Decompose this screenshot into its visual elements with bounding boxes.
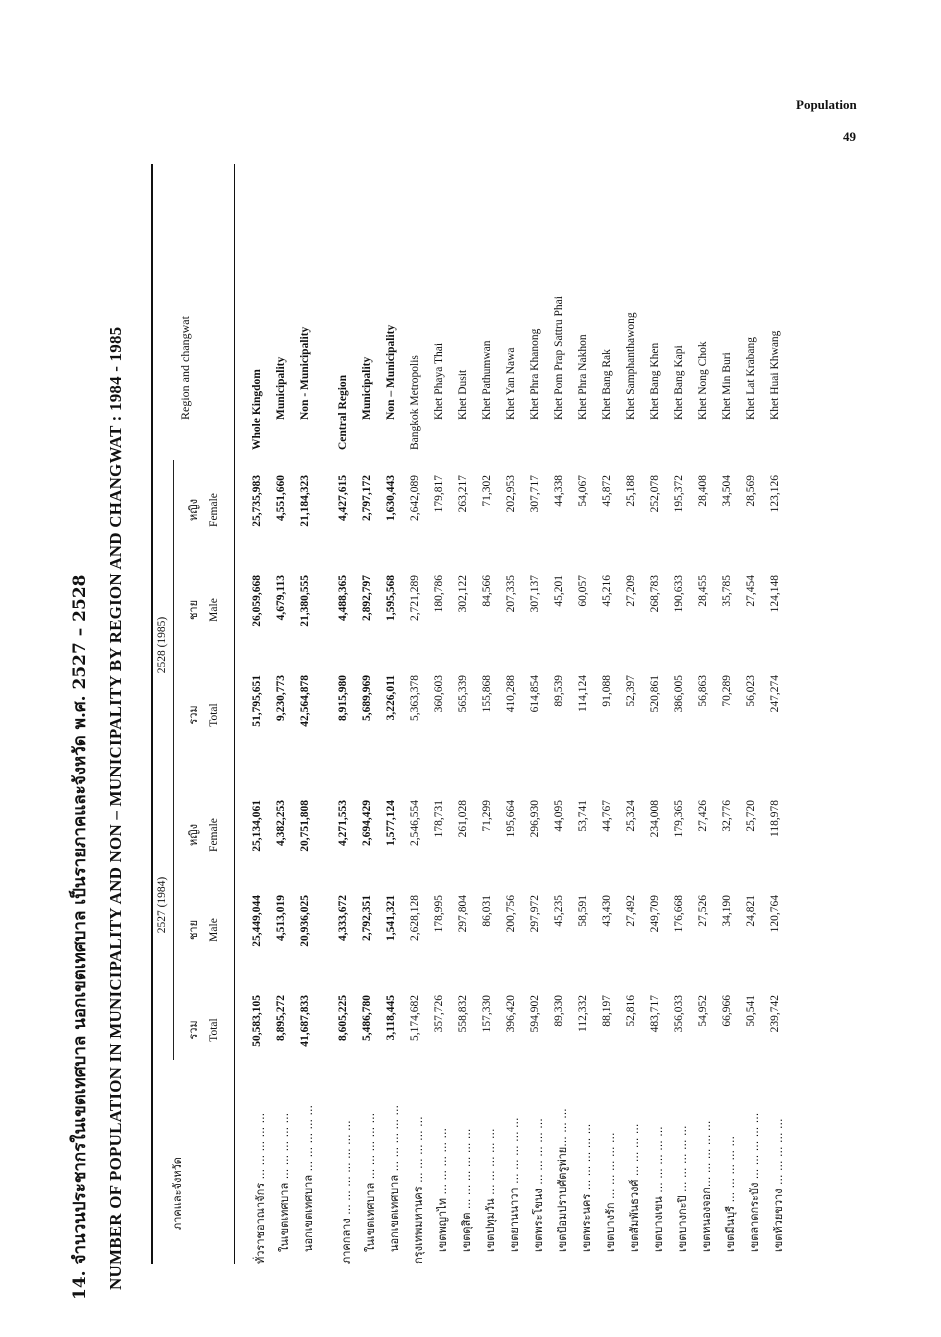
female-1985-cell: 2,642,089 — [409, 475, 421, 521]
female-1985-header-thai: หญิง — [187, 499, 200, 521]
male-1985-cell: 1,595,568 — [385, 575, 397, 621]
total-1985-cell: 56,023 — [745, 675, 757, 707]
male-1985-cell: 124,148 — [769, 575, 781, 613]
region-name-thai: เขตพญาไท ... ... ... ... ... — [436, 1128, 449, 1252]
male-1984-cell: 176,668 — [673, 895, 685, 933]
total-1984-cell: 5,486,780 — [361, 995, 373, 1041]
female-1985-cell: 21,184,323 — [299, 475, 311, 527]
region-name-english: Bangkok Metropolis — [409, 355, 421, 450]
male-1984-cell: 178,995 — [433, 895, 445, 933]
table-row — [625, 150, 649, 1300]
region-name-english: Khet Bang Khen — [649, 342, 661, 420]
region-name-english: Khet Lat Krabang — [745, 336, 757, 420]
female-1984-cell: 2,694,429 — [361, 800, 373, 846]
header-rule — [234, 164, 235, 1264]
table-title-english: NUMBER OF POPULATION IN MUNICIPALITY AND NON – MUNICIPALITY BY REGION AND CHANGWAT : 1984 - 1985 — [106, 326, 125, 1290]
female-1985-cell: 28,408 — [697, 475, 709, 507]
male-1984-cell: 24,821 — [745, 895, 757, 927]
total-1985-cell: 91,088 — [601, 675, 613, 707]
total-1985-cell: 410,288 — [505, 675, 517, 713]
table-row — [385, 150, 409, 1300]
region-name-english: Khet Bang Rak — [601, 349, 613, 420]
region-name-english: Khet Min Buri — [721, 352, 733, 420]
region-name-english: Khet Huai Khwang — [769, 330, 781, 420]
total-1985-cell: 5,689,969 — [361, 675, 373, 721]
male-1984-cell: 297,972 — [529, 895, 541, 933]
total-1985-cell: 155,868 — [481, 675, 493, 713]
region-name-english: Non – Municipality — [385, 324, 397, 420]
table-row — [529, 150, 553, 1300]
table-row — [721, 150, 745, 1300]
male-1985-header: Male — [208, 598, 220, 622]
female-1984-cell: 234,008 — [649, 800, 661, 838]
female-1984-header: Female — [208, 818, 220, 852]
male-1984-cell: 43,430 — [601, 895, 613, 927]
female-1984-cell: 25,720 — [745, 800, 757, 832]
male-1984-header: Male — [208, 918, 220, 942]
region-name-thai: เขตป้อมปราบศัตรูพ่าย... ... ... — [556, 1108, 569, 1252]
rotated-table-page — [66, 150, 866, 1300]
male-1985-cell: 207,335 — [505, 575, 517, 613]
male-1985-cell: 35,785 — [721, 575, 733, 607]
female-1984-cell: 296,930 — [529, 800, 541, 838]
total-1985-cell: 56,863 — [697, 675, 709, 707]
female-1985-cell: 307,717 — [529, 475, 541, 513]
table-row — [481, 150, 505, 1300]
table-row — [433, 150, 457, 1300]
region-name-thai: เขตห้วยขวาง ... ... ... ... ... — [772, 1118, 785, 1252]
total-1985-cell: 42,564,878 — [299, 675, 311, 727]
region-name-english: Khet Dusit — [457, 369, 469, 420]
region-name-thai: เขตบางเขน ... ... ... ... ... — [652, 1126, 665, 1252]
total-1984-cell: 357,726 — [433, 995, 445, 1033]
total-1984-cell: 88,197 — [601, 995, 613, 1027]
male-1984-cell: 200,756 — [505, 895, 517, 933]
female-1984-cell: 44,095 — [553, 800, 565, 832]
table-row — [337, 150, 361, 1300]
total-1985-cell: 70,289 — [721, 675, 733, 707]
male-1985-cell: 190,633 — [673, 575, 685, 613]
total-1985-cell: 386,005 — [673, 675, 685, 713]
region-header-thai: ภาคและจังหวัด — [171, 1157, 184, 1230]
male-1985-cell: 268,783 — [649, 575, 661, 613]
table-row — [697, 150, 721, 1300]
table-row — [299, 150, 323, 1300]
section-label: Population — [796, 97, 857, 112]
total-1985-header: Total — [208, 703, 220, 727]
table-row — [745, 150, 769, 1300]
table-row — [409, 150, 433, 1300]
total-1984-cell: 50,541 — [745, 995, 757, 1027]
region-name-thai: เขตดุสิต ... ... ... ... ... ... — [460, 1128, 473, 1252]
male-1984-cell: 2,792,351 — [361, 895, 373, 941]
region-name-thai: ทั่วราชอาณาจักร ... ... ... ... ... — [254, 1112, 267, 1264]
region-name-thai: นอกเขตเทศบาล ... ... ... ... ... — [388, 1104, 401, 1252]
table-row — [275, 150, 299, 1300]
region-name-english: Khet Samphanthawong — [625, 312, 637, 420]
total-1985-cell: 565,339 — [457, 675, 469, 713]
female-1985-cell: 28,569 — [745, 475, 757, 507]
female-1984-cell: 195,664 — [505, 800, 517, 838]
female-1984-cell: 118,978 — [769, 800, 781, 837]
region-name-english: Municipality — [275, 356, 287, 420]
total-1984-cell: 54,952 — [697, 995, 709, 1027]
female-1984-cell: 20,751,808 — [299, 800, 311, 852]
year-1985-header: 2528 (1985) — [156, 616, 168, 674]
male-1985-cell: 60,057 — [577, 575, 589, 607]
region-name-english: Whole Kingdom — [251, 369, 263, 450]
female-1984-cell: 25,324 — [625, 800, 637, 832]
female-1984-cell: 2,546,554 — [409, 800, 421, 846]
region-header-english: Region and changwat — [178, 316, 192, 420]
male-1985-cell: 26,059,668 — [251, 575, 263, 627]
region-name-english: Central Region — [337, 374, 349, 450]
male-1985-cell: 28,455 — [697, 575, 709, 607]
table-row — [673, 150, 697, 1300]
region-name-english: Khet Yan Nawa — [505, 347, 517, 420]
total-1984-cell: 5,174,682 — [409, 995, 421, 1041]
male-1985-cell: 2,721,289 — [409, 575, 421, 621]
female-1984-header-thai: หญิง — [187, 824, 200, 846]
total-1984-header-thai: รวม — [187, 1020, 200, 1040]
male-1984-cell: 120,764 — [769, 895, 781, 933]
table-title-thai: 14. จำนวนประชากรในเขตเทศบาล นอกเขตเทศบาล เป็นรายภาคและจังหวัด พ.ศ. 2527 – 2528 — [70, 574, 90, 1300]
region-name-thai: เขตมีนบุรี ... ... ... ... ... — [724, 1135, 737, 1252]
table-row — [251, 150, 275, 1300]
region-name-english: Non - Municipality — [299, 326, 311, 420]
male-1985-cell: 45,201 — [553, 575, 565, 607]
page-number: 49 — [843, 129, 856, 144]
total-1985-cell: 51,795,651 — [251, 675, 263, 727]
total-1984-cell: 396,420 — [505, 995, 517, 1033]
male-1984-header-thai: ชาย — [187, 919, 200, 941]
female-1985-cell: 4,551,660 — [275, 475, 287, 521]
male-1985-cell: 302,122 — [457, 575, 469, 613]
region-name-english: Municipality — [361, 356, 373, 420]
female-1985-cell: 25,735,983 — [251, 475, 263, 527]
male-1984-cell: 27,526 — [697, 895, 709, 927]
male-1984-cell: 297,804 — [457, 895, 469, 933]
total-1985-cell: 614,854 — [529, 675, 541, 713]
year-1984-header: 2527 (1984) — [156, 876, 168, 934]
female-1984-cell: 261,028 — [457, 800, 469, 838]
region-name-thai: เขตพระนคร ... ... ... ... ... — [580, 1123, 593, 1252]
total-1984-cell: 41,687,833 — [299, 995, 311, 1047]
region-name-thai: เขตบางรัก ... ... ... ... ... — [604, 1132, 617, 1252]
region-name-english: Khet Phaya Thai — [433, 342, 445, 420]
female-1984-cell: 32,776 — [721, 800, 733, 832]
region-name-thai: กรุงเทพมหานคร ... ... ... ... ... — [412, 1116, 425, 1264]
total-1985-cell: 3,226,011 — [385, 675, 397, 721]
total-1985-cell: 9,230,773 — [275, 675, 287, 721]
total-1984-cell: 3,118,445 — [385, 995, 397, 1041]
male-1985-cell: 84,566 — [481, 575, 493, 607]
table-row — [601, 150, 625, 1300]
female-1985-cell: 71,302 — [481, 475, 493, 507]
male-1984-cell: 34,190 — [721, 895, 733, 927]
female-1985-cell: 202,953 — [505, 475, 517, 513]
female-1985-cell: 195,372 — [673, 475, 685, 513]
male-1985-header-thai: ชาย — [187, 599, 200, 621]
region-name-thai: เขตลาดกระบัง ... ... ... ... ... — [748, 1112, 761, 1252]
female-1985-cell: 1,630,443 — [385, 475, 397, 521]
total-1984-cell: 8,895,272 — [275, 995, 287, 1041]
female-1985-cell: 44,338 — [553, 475, 565, 507]
region-name-thai: เขตพระโขนง ... ... ... ... ... — [532, 1118, 545, 1252]
total-1985-cell: 89,539 — [553, 675, 565, 707]
male-1984-cell: 25,449,044 — [251, 895, 263, 947]
table-row — [457, 150, 481, 1300]
male-1984-cell: 249,709 — [649, 895, 661, 933]
total-1984-header: Total — [208, 1018, 220, 1042]
region-name-english: Khet Bang Kapi — [673, 345, 685, 420]
male-1984-cell: 4,513,019 — [275, 895, 287, 941]
female-1985-cell: 45,872 — [601, 475, 613, 507]
female-1985-cell: 34,504 — [721, 475, 733, 507]
total-1985-cell: 8,915,980 — [337, 675, 349, 721]
female-1984-cell: 53,741 — [577, 800, 589, 832]
female-1984-cell: 4,271,553 — [337, 800, 349, 846]
female-1985-cell: 4,427,615 — [337, 475, 349, 521]
total-1984-cell: 52,816 — [625, 995, 637, 1027]
region-name-thai: ในเขตเทศบาล ... ... ... ... ... — [278, 1112, 291, 1252]
male-1984-cell: 58,591 — [577, 895, 589, 927]
region-name-thai: เขตหนองจอก... ... ... ... ... — [700, 1120, 713, 1252]
total-1984-cell: 239,742 — [769, 995, 781, 1033]
male-1985-cell: 45,216 — [601, 575, 613, 607]
total-1985-cell: 52,397 — [625, 675, 637, 707]
female-1984-cell: 1,577,124 — [385, 800, 397, 846]
total-1984-cell: 89,330 — [553, 995, 565, 1027]
total-1985-cell: 520,861 — [649, 675, 661, 713]
female-1985-cell: 25,188 — [625, 475, 637, 507]
female-1984-cell: 27,426 — [697, 800, 709, 832]
total-1985-cell: 247,274 — [769, 675, 781, 713]
male-1985-cell: 307,137 — [529, 575, 541, 613]
year-1985-underline — [173, 460, 174, 760]
region-name-english: Khet Pathumwan — [481, 340, 493, 420]
region-name-english: Khet Phra Khanong — [529, 328, 541, 420]
table-row — [361, 150, 385, 1300]
table-row — [553, 150, 577, 1300]
region-name-thai: นอกเขตเทศบาล ... ... ... ... ... — [302, 1104, 315, 1252]
total-1984-cell: 594,902 — [529, 995, 541, 1033]
region-name-thai: เขตปทุมวัน ... ... ... ... ... — [484, 1128, 497, 1252]
total-1984-cell: 8,605,225 — [337, 995, 349, 1041]
region-name-english: Khet Pom Prap Sattru Phai — [553, 296, 565, 420]
year-1984-underline — [173, 760, 174, 1060]
female-1985-cell: 263,217 — [457, 475, 469, 513]
female-1984-cell: 71,299 — [481, 800, 493, 832]
region-name-thai: เขตบางกะปิ ... ... ... ... ... — [676, 1125, 689, 1252]
male-1985-cell: 180,786 — [433, 575, 445, 613]
total-1984-cell: 50,583,105 — [251, 995, 263, 1047]
male-1984-cell: 4,333,672 — [337, 895, 349, 941]
male-1985-cell: 4,679,113 — [275, 575, 287, 621]
female-1985-cell: 54,067 — [577, 475, 589, 507]
male-1984-cell: 27,492 — [625, 895, 637, 927]
total-1984-cell: 112,332 — [577, 995, 589, 1032]
region-name-thai: เขตสัมพันธวงศ์ ... ... ... ... — [628, 1123, 641, 1252]
table-row — [505, 150, 529, 1300]
male-1984-cell: 2,628,128 — [409, 895, 421, 941]
table-row — [649, 150, 673, 1300]
total-1985-header-thai: รวม — [187, 705, 200, 725]
region-name-thai: ในเขตเทศบาล ... ... ... ... ... — [364, 1112, 377, 1252]
female-1985-cell: 123,126 — [769, 475, 781, 513]
total-1984-cell: 356,033 — [673, 995, 685, 1033]
male-1985-cell: 4,488,365 — [337, 575, 349, 621]
total-1984-cell: 66,966 — [721, 995, 733, 1027]
male-1984-cell: 45,235 — [553, 895, 565, 927]
top-rule — [151, 164, 153, 1264]
region-name-thai: ภาคกลาง ... ... ... ... ... ... ... — [340, 1120, 353, 1264]
male-1984-cell: 1,541,321 — [385, 895, 397, 941]
female-1984-cell: 178,731 — [433, 800, 445, 838]
female-1985-cell: 2,797,172 — [361, 475, 373, 521]
region-name-english: Khet Phra Nakhon — [577, 334, 589, 420]
male-1985-cell: 27,454 — [745, 575, 757, 607]
female-1984-cell: 25,134,061 — [251, 800, 263, 852]
total-1984-cell: 483,717 — [649, 995, 661, 1033]
female-1984-cell: 4,382,253 — [275, 800, 287, 846]
female-1984-cell: 44,767 — [601, 800, 613, 832]
male-1985-cell: 2,892,797 — [361, 575, 373, 621]
total-1985-cell: 5,363,378 — [409, 675, 421, 721]
female-1984-cell: 179,365 — [673, 800, 685, 838]
female-1985-header: Female — [208, 493, 220, 527]
male-1984-cell: 20,936,025 — [299, 895, 311, 947]
male-1985-cell: 27,209 — [625, 575, 637, 607]
total-1985-cell: 360,603 — [433, 675, 445, 713]
female-1985-cell: 179,817 — [433, 475, 445, 513]
female-1985-cell: 252,078 — [649, 475, 661, 513]
total-1984-cell: 157,330 — [481, 995, 493, 1033]
table-row — [577, 150, 601, 1300]
male-1984-cell: 86,031 — [481, 895, 493, 927]
total-1985-cell: 114,124 — [577, 675, 589, 712]
male-1985-cell: 21,380,555 — [299, 575, 311, 627]
region-name-english: Khet Nong Chok — [697, 341, 709, 420]
region-name-thai: เขตยานนาวา ... ... ... ... ... — [508, 1117, 521, 1252]
total-1984-cell: 558,832 — [457, 995, 469, 1033]
table-row — [769, 150, 793, 1300]
